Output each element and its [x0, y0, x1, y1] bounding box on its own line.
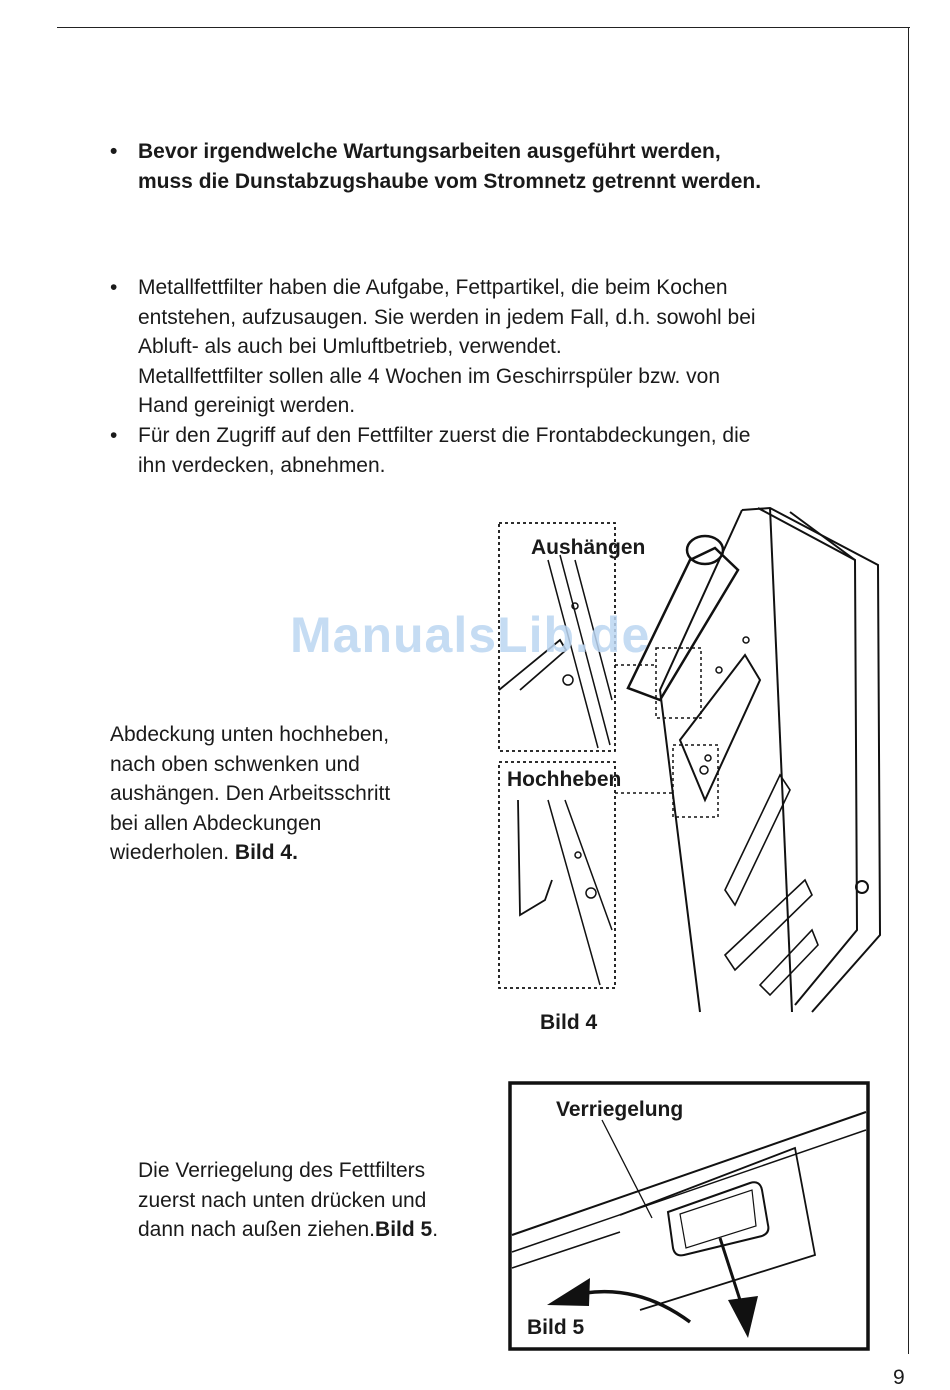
filter-info-line: Hand gereinigt werden.: [138, 394, 356, 417]
figure-reference: Bild 5: [375, 1218, 433, 1241]
label-lock: Verriegelung: [556, 1098, 684, 1121]
label-unhook: Aushängen: [531, 536, 646, 559]
instruction-line: bei allen Abdeckungen: [110, 811, 322, 835]
pointer-line: [602, 1120, 652, 1218]
figure-5-caption: Bild 5: [527, 1316, 585, 1339]
access-line: ihn verdecken, abnehmen.: [138, 453, 386, 477]
bullet-symbol: •: [110, 276, 118, 299]
warning-line-2: muss die Dunstabzugshaube vom Stromnetz getrennt werden.: [138, 169, 762, 193]
instruction-line: aushängen. Den Arbeitsschritt: [110, 782, 391, 805]
instruction-line: zuerst nach unten drücken und: [138, 1188, 427, 1212]
latch-plate: [620, 1148, 815, 1310]
instruction-line: Die Verriegelung des Fettfilters: [138, 1159, 426, 1182]
instruction-trailing: .: [432, 1218, 439, 1241]
filter-edge-low: [512, 1232, 620, 1268]
page-number: 9: [893, 1366, 905, 1389]
filter-info-line: entstehen, aufzusaugen. Sie werden in jedem Fall, d.h. sowohl bei: [138, 305, 756, 329]
filter-info-line: Metallfettfilter haben die Aufgabe, Fettpartikel, die beim Kochen: [138, 276, 728, 299]
figure-reference: Bild 4.: [234, 841, 298, 864]
pull-arrow-curve: [585, 1292, 690, 1322]
pull-arrow-head: [547, 1278, 590, 1306]
push-arrow-shaft: [720, 1238, 740, 1300]
instruction-line: Abdeckung unten hochheben,: [110, 723, 390, 746]
bullet-symbol: •: [110, 424, 118, 447]
warning-line-1: Bevor irgendwelche Wartungsarbeiten ausgeführt werden,: [138, 140, 721, 163]
instruction-text: dann nach außen ziehen.: [138, 1218, 376, 1241]
watermark: ManualsLib.de: [290, 607, 651, 663]
bullet-symbol: •: [110, 140, 118, 163]
label-lift: Hochheben: [507, 768, 622, 791]
instruction-line: nach oben schwenken und: [110, 752, 360, 776]
access-line: Für den Zugriff auf den Fettfilter zuerst die Frontabdeckungen, die: [138, 424, 751, 447]
instruction-text: wiederholen.: [110, 841, 235, 864]
filter-edge-top: [512, 1112, 866, 1235]
filter-edge-mid: [512, 1130, 866, 1252]
filter-info-line: Metallfettfilter sollen alle 4 Wochen im Geschirrspüler bzw. von: [138, 364, 721, 388]
push-arrow-head: [728, 1296, 758, 1338]
filter-info-line: Abluft- als auch bei Umluftbetrieb, verwendet.: [138, 335, 562, 358]
figure-4-caption: Bild 4: [540, 1011, 598, 1034]
